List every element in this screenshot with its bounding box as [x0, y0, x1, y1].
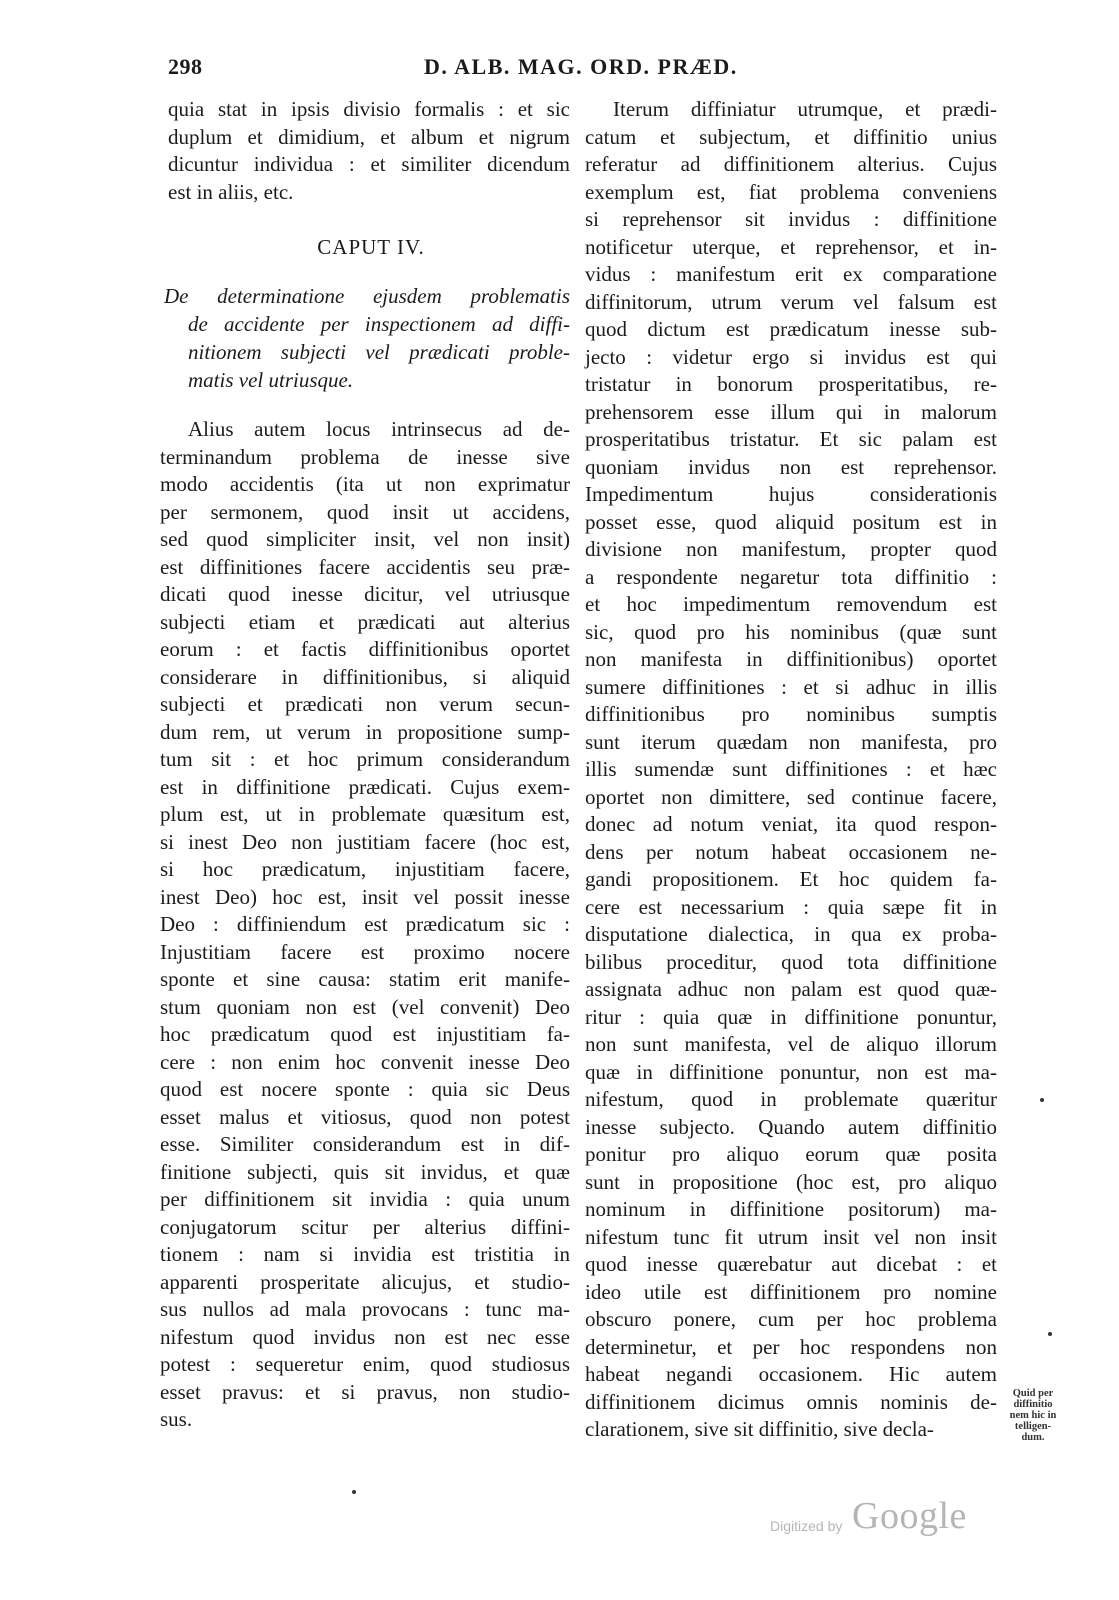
text-line: sed quod simpliciter insit, vel non insit) — [160, 527, 570, 551]
text-line: posset esse, quod aliquid positum est in — [585, 509, 997, 534]
text-line: sunt iterum quædam non manifesta, pro — [585, 729, 997, 754]
text-line: gandi propositionem. Et hoc quidem fa- — [585, 867, 997, 891]
text-line: tum sit : et hoc primum considerandum — [160, 747, 570, 771]
text-line: et hoc impedimentum removendum est — [585, 592, 997, 616]
text-line: eorum : et factis diffinitionibus oportet — [160, 637, 570, 661]
text-line: esset pravus: et si pravus, non studio- — [160, 1379, 570, 1404]
text-line: non manifesta in diffinitionibus) oportet — [585, 647, 997, 671]
text-line: potest : sequeretur enim, quod studiosus — [160, 1352, 570, 1376]
text-line: sumere diffinitiones : et si adhuc in illis — [585, 674, 997, 699]
text-line: dens per notum habeat occasionem ne- — [585, 839, 997, 864]
left-column — [160, 96, 570, 1434]
digitized-by-label: Digitized by — [770, 1518, 843, 1534]
text-line: non sunt manifesta, vel de aliquo illorum — [585, 1032, 997, 1056]
text-line: per diffinitionem sit invidia : quia unum — [160, 1187, 570, 1211]
margin-note-line: nem hic in — [1009, 1410, 1057, 1421]
text-line: apparenti prosperitate alicujus, et studio- — [160, 1269, 570, 1294]
speck-mark — [352, 1490, 356, 1494]
running-head: D. ALB. MAG. ORD. PRÆD. — [424, 54, 738, 79]
text-line: jecto : videtur ergo si invidus est qui — [585, 344, 997, 369]
text-line: Injustitiam facere est proximo nocere — [160, 939, 570, 964]
text-line: prosperitatibus tristatur. Et sic palam est — [585, 427, 997, 451]
text-line: Alius autem locus intrinsecus ad de- — [188, 417, 570, 441]
text-line: habeat negandi occasionem. Hic autem — [585, 1362, 997, 1386]
text-line: quæ in diffinitione ponuntur, non est ma- — [585, 1059, 997, 1084]
text-line: diffinitionem dicimus omnis nominis de- — [585, 1389, 997, 1414]
text-line: catum et subjectum, et diffinitio unius — [585, 124, 997, 149]
speck-mark — [1048, 1332, 1052, 1336]
heading-line: de accidente per inspectionem ad diffi- — [188, 312, 570, 336]
text-line: referatur ad diffinitionem alterius. Cujus — [585, 152, 997, 176]
text-line: quod est nocere sponte : quia sic Deus — [160, 1077, 570, 1101]
text-line: vidus : manifestum erit ex comparatione — [585, 262, 997, 286]
text-line: inest Deo) hoc est, insit vel possit inesse — [160, 884, 570, 909]
text-line: finitione subjecti, quis sit invidus, et quæ — [160, 1159, 570, 1184]
text-line: diffinitorum, utrum verum vel falsum est — [585, 289, 997, 314]
text-line: si inest Deo non justitiam facere (hoc est, — [160, 829, 570, 854]
text-line: exemplum est, fiat problema conveniens — [585, 179, 997, 204]
text-line: dicati quod inesse dicitur, vel utriusque — [160, 582, 570, 606]
text-line: ponitur pro aliquo eorum quæ posita — [585, 1142, 997, 1166]
text-line: sponte et sine causa: statim erit manife- — [160, 967, 570, 991]
text-line: nominum in diffinitione positorum) ma- — [585, 1197, 997, 1221]
text-line: bilibus proceditur, quod tota diffinitione — [585, 949, 997, 974]
heading-line: nitionem subjecti vel prædicati proble- — [188, 340, 570, 364]
text-line: prehensorem esse illum qui in malorum — [585, 399, 997, 424]
text-line: subjecti et prædicati non verum secun- — [160, 692, 570, 716]
text-line: si hoc prædicatum, injustitiam facere, — [160, 857, 570, 881]
text-line: disputatione dialectica, in qua ex proba- — [585, 922, 997, 946]
intro-paragraph — [168, 96, 570, 206]
text-line: considerare in diffinitionibus, si aliquid — [160, 664, 570, 689]
text-line: determinetur, et per hoc respondens non — [585, 1334, 997, 1359]
text-line: ideo utile est diffinitionem pro nomine — [585, 1279, 997, 1304]
text-line: nifestum, quod in problemate quæritur — [585, 1087, 997, 1111]
text-line: dicuntur individua : et similiter dicendum — [168, 152, 570, 176]
margin-note — [996, 1388, 1070, 1443]
text-line: notificetur uterque, et reprehensor, et in- — [585, 234, 997, 259]
text-line: est in diffinitione prædicati. Cujus exem- — [160, 774, 570, 799]
margin-note-line: diffinitio — [1013, 1399, 1053, 1410]
text-line: Iterum diffiniatur utrumque, et prædi- — [613, 97, 997, 121]
text-line: est in aliis, etc. — [168, 179, 294, 204]
text-line: per sermonem, quod insit ut accidens, — [160, 499, 570, 524]
text-line: est diffinitiones facere accidentis seu præ- — [160, 554, 570, 579]
text-line: diffinitionibus pro nominibus sumptis — [585, 702, 997, 726]
text-line: sus nullos ad mala provocans : tunc ma- — [160, 1297, 570, 1321]
margin-note-line: telligen- — [1014, 1421, 1052, 1432]
text-line: nifestum quod invidus non est nec esse — [160, 1324, 570, 1349]
text-line: subjecti etiam et prædicati aut alterius — [160, 609, 570, 634]
right-body-paragraph — [585, 96, 997, 1444]
chapter-title: CAPUT IV. — [317, 235, 425, 259]
text-line: modo accidentis (ita ut non exprimatur — [160, 472, 570, 496]
text-line: plum est, ut in problemate quæsitum est, — [160, 802, 570, 826]
speck-mark — [1040, 1098, 1044, 1102]
text-line: duplum et dimidium, et album et nigrum — [168, 124, 570, 149]
text-line: terminandum problema de inesse sive — [160, 444, 570, 469]
margin-note-line: Quid per — [1012, 1388, 1054, 1399]
text-line: donec ad notum veniat, ita quod respon- — [585, 812, 997, 836]
heading-line: De determinatione ejusdem problematis — [164, 284, 570, 308]
text-line: stum quoniam non est (vel convenit) Deo — [160, 994, 570, 1019]
google-logo: Google — [852, 1495, 967, 1537]
text-line: inesse subjecto. Quando autem diffinitio — [585, 1114, 997, 1139]
left-body-paragraph — [160, 416, 570, 1434]
text-line: quod inesse quærebatur aut dicebat : et — [585, 1252, 997, 1276]
text-line: conjugatorum scitur per alterius diffini- — [160, 1214, 570, 1239]
text-line: cere : non enim hoc convenit inesse Deo — [160, 1049, 570, 1074]
text-line: quoniam invidus non est reprehensor. — [585, 454, 997, 479]
text-line: assignata adhuc non palam est quod quæ- — [585, 977, 997, 1001]
text-line: esse. Similiter considerandum est in dif- — [160, 1132, 570, 1156]
text-line: dum rem, ut verum in propositione sump- — [160, 719, 570, 744]
text-line: clarationem, sive sit diffinitio, sive decla- — [585, 1417, 934, 1441]
text-line: tionem : nam si invidia est tristitia in — [160, 1242, 570, 1266]
text-line: divisione non manifestum, propter quod — [585, 537, 997, 561]
text-line: obscuro ponere, cum per hoc problema — [585, 1307, 997, 1331]
text-line: oportet non dimittere, sed continue facere, — [585, 784, 997, 809]
text-line: hoc prædicatum quod est injustitiam fa- — [160, 1022, 570, 1046]
text-line: Deo : diffiniendum est prædicatum sic : — [160, 912, 570, 936]
chapter-heading — [160, 282, 570, 394]
text-line: ritur : quia quæ in diffinitione ponuntur, — [585, 1004, 997, 1029]
text-line: a respondente negaretur tota diffinitio : — [585, 564, 997, 589]
text-line: illis sumendæ sunt diffinitiones : et hæc — [585, 757, 997, 781]
heading-line: matis vel utriusque. — [188, 368, 354, 392]
text-line: quod dictum est prædicatum inesse sub- — [585, 317, 997, 341]
text-line: esset malus et vitiosus, quod non potest — [160, 1104, 570, 1129]
text-line: sus. — [160, 1407, 193, 1431]
text-line: nifestum tunc fit utrum insit vel non insit — [585, 1224, 997, 1249]
page-number: 298 — [168, 54, 203, 79]
margin-note-line: dum. — [1021, 1432, 1045, 1443]
text-line: tristatur in bonorum prosperitatibus, re- — [585, 372, 997, 396]
text-line: si reprehensor sit invidus : diffinitione — [585, 207, 997, 231]
text-line: quia stat in ipsis divisio formalis : et sic — [168, 97, 570, 121]
text-line: sunt in propositione (hoc est, pro aliquo — [585, 1169, 997, 1194]
text-line: cere est necessarium : quia sæpe fit in — [585, 894, 997, 919]
text-line: sic, quod pro his nominibus (quæ sunt — [585, 619, 997, 644]
text-line: Impedimentum hujus considerationis — [585, 482, 997, 506]
right-column — [585, 96, 997, 1444]
